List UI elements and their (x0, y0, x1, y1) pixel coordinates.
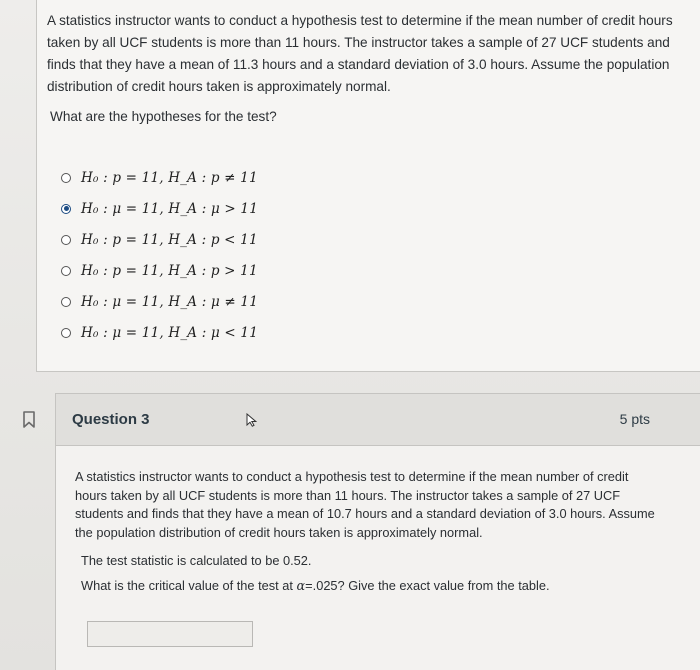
radio-button[interactable] (61, 266, 71, 276)
radio-button[interactable] (61, 235, 71, 245)
answer-list (61, 162, 258, 348)
prompt-prefix: What is the critical value of the test at (81, 578, 297, 593)
prompt-suffix: =.025? Give the exact value from the table. (305, 578, 550, 593)
flag-question-icon[interactable] (22, 411, 36, 429)
answer-option[interactable] (61, 193, 258, 224)
question-3-statistic: The test statistic is calculated to be 0.52. (81, 553, 312, 568)
question-3-prompt (81, 578, 550, 594)
answer-option[interactable] (61, 162, 258, 193)
radio-button[interactable] (61, 173, 71, 183)
question-3-text: A statistics instructor wants to conduct a hypothesis test to determine if the mean number of credit hours taken by all UCF students is more than 11 hours. The instructor takes a sample of 27 UCF students and finds that they have a mean of 10.7 hours and a standard deviation of 3.0 hours. Assume the population distribution of credit hours taken is approximately normal. (75, 469, 655, 540)
question-2-prompt: What are the hypotheses for the test? (50, 109, 277, 124)
answer-option[interactable] (61, 317, 258, 348)
mouse-pointer-icon (246, 413, 258, 427)
radio-button[interactable] (61, 297, 71, 307)
question-2-text: A statistics instructor wants to conduct a hypothesis test to determine if the mean number of credit hours taken by all UCF students is more than 11 hours. The instructor takes a sample of 27 UCF students and finds that they have a mean of 11.3 hours and a standard deviation of 3.0 hours. Assume the population distribution of credit hours taken is approximately normal. (47, 13, 673, 94)
answer-label: H₀ : μ = 11, H_A : μ ≠ 11 (81, 293, 258, 310)
question-2-body (36, 0, 700, 372)
answer-label: H₀ : μ = 11, H_A : μ < 11 (81, 324, 258, 341)
alpha-symbol: α (296, 579, 306, 594)
answer-label: H₀ : p = 11, H_A : p < 11 (81, 231, 258, 248)
answer-input[interactable] (87, 621, 253, 647)
question-3-body (55, 446, 700, 670)
answer-label: H₀ : μ = 11, H_A : μ > 11 (81, 200, 258, 217)
radio-button[interactable] (61, 328, 71, 338)
question-3-title: Question 3 (72, 411, 150, 428)
answer-label: H₀ : p = 11, H_A : p > 11 (81, 262, 258, 279)
question-3-header (55, 393, 700, 446)
answer-option[interactable] (61, 286, 258, 317)
question-3-points: 5 pts (619, 411, 650, 427)
answer-label: H₀ : p = 11, H_A : p ≠ 11 (81, 169, 258, 186)
answer-option[interactable] (61, 224, 258, 255)
answer-option[interactable] (61, 255, 258, 286)
radio-button-selected[interactable] (61, 204, 71, 214)
